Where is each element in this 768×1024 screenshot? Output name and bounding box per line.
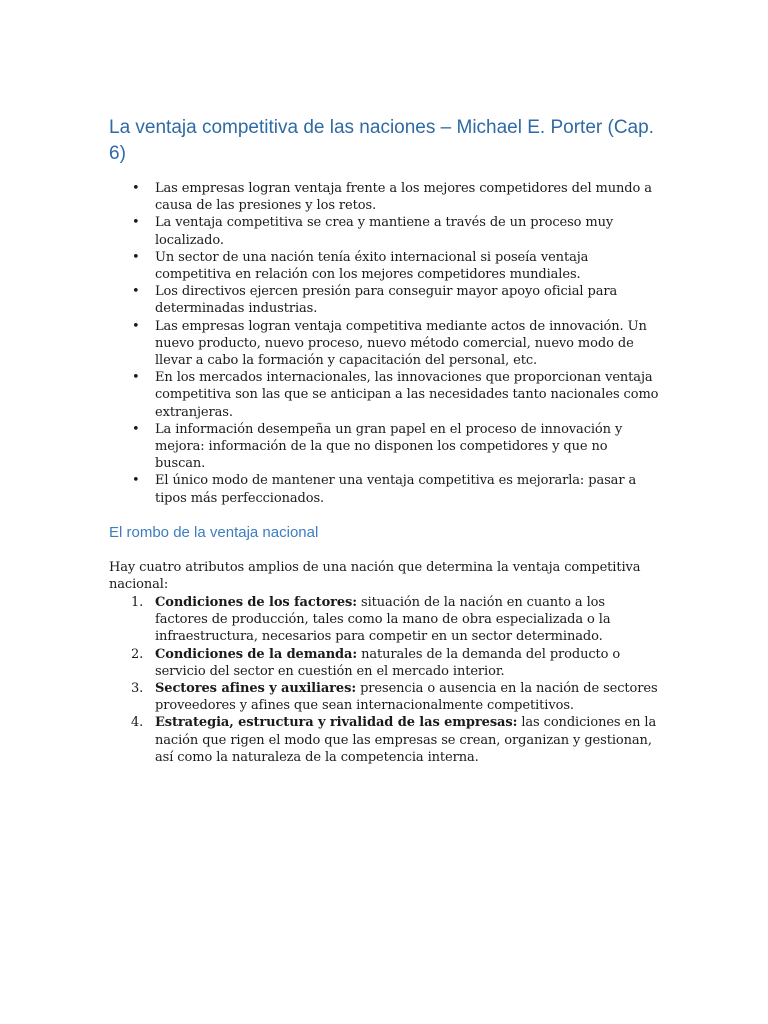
bullet-text: La información desempeña un gran papel en el proceso de innovación y mejora: información de la que no disponen los competidores y que no buscan. — [155, 421, 623, 472]
bullet-marker: • — [132, 370, 140, 386]
bullet-marker: • — [132, 421, 140, 437]
attribute-description: situación de la nación en cuanto a los factores de producción, tales como la mano de obra especializada o la infraestructura, necesarios para competir en un sector determinado. — [155, 595, 611, 645]
bullet-marker: • — [132, 181, 140, 196]
bullet-marker: • — [132, 284, 140, 300]
bullet-text: En los mercados internacionales, las innovaciones que proporcionan ventaja competitiva son las que se anticipan a las necesidades tanto nacionales como extranjeras. — [155, 370, 659, 420]
bullet-marker: • — [132, 215, 140, 231]
bullet-text: Los directivos ejercen presión para conseguir mayor apoyo oficial para determinadas industrias. — [155, 284, 618, 317]
bullet-item — [132, 369, 660, 421]
attribute-description: naturales de la demanda del producto o servicio del sector en cuestión en el mercado interior. — [155, 646, 621, 679]
intro-paragraph: Hay cuatro atributos amplios de una nación que determina la ventaja competitiva nacional: — [109, 560, 641, 593]
attribute-item — [131, 680, 660, 714]
section-heading: El rombo de la ventaja nacional — [109, 524, 319, 541]
attribute-item — [131, 646, 660, 680]
attribute-item — [131, 714, 660, 766]
bullet-item — [132, 180, 660, 214]
item-number: 3. — [131, 681, 144, 697]
bullet-item — [132, 472, 660, 506]
bullet-marker: • — [132, 249, 140, 265]
item-number: 4. — [131, 715, 144, 731]
bullet-text: Un sector de una nación tenía éxito internacional si poseía ventaja competitiva en relación con los mejores competidores mundiales. — [155, 249, 589, 283]
attribute-term: Condiciones de los factores: — [155, 595, 357, 610]
attribute-item — [131, 594, 660, 646]
bullet-item — [132, 421, 660, 473]
bullet-item — [132, 318, 660, 370]
bullet-item — [132, 214, 660, 248]
item-number: 1. — [131, 595, 144, 610]
bullet-item — [132, 283, 660, 317]
attribute-term: Estrategia, estructura y rivalidad de las empresas: — [155, 715, 518, 731]
attribute-term: Condiciones de la demanda: — [155, 646, 358, 662]
attribute-term: Sectores afines y auxiliares: — [155, 681, 357, 697]
item-number: 2. — [131, 646, 144, 662]
attribute-description: las condiciones en la nación que rigen el modo que las empresas se crean, organizan y gestionan, así como la naturaleza de la competencia interna. — [155, 715, 657, 765]
attributes-list — [131, 594, 660, 766]
bullet-text: Las empresas logran ventaja competitiva mediante actos de innovación. Un nuevo producto, nuevo proceso, nuevo método comercial, nuevo modo de llevar a cabo la formación y capacitación del personal, etc. — [155, 318, 647, 369]
bullet-marker: • — [132, 473, 140, 489]
bullet-text: La ventaja competitiva se crea y mantiene a través de un proceso muy localizado. — [155, 215, 614, 248]
bullet-marker: • — [132, 318, 140, 334]
bullet-item — [132, 249, 660, 283]
attribute-description: presencia o ausencia en la nación de sectores proveedores y afines que sean internacionalmente competitivos. — [155, 681, 658, 714]
bullet-list — [132, 180, 660, 507]
bullet-text: El único modo de mantener una ventaja competitiva es mejorarla: pasar a tipos más perfeccionados. — [155, 473, 637, 506]
document-title: La ventaja competitiva de las naciones – Michael E. Porter (Cap. 6) — [109, 117, 654, 164]
bullet-text: Las empresas logran ventaja frente a los mejores competidores del mundo a causa de las presiones y los retos. — [155, 181, 652, 214]
